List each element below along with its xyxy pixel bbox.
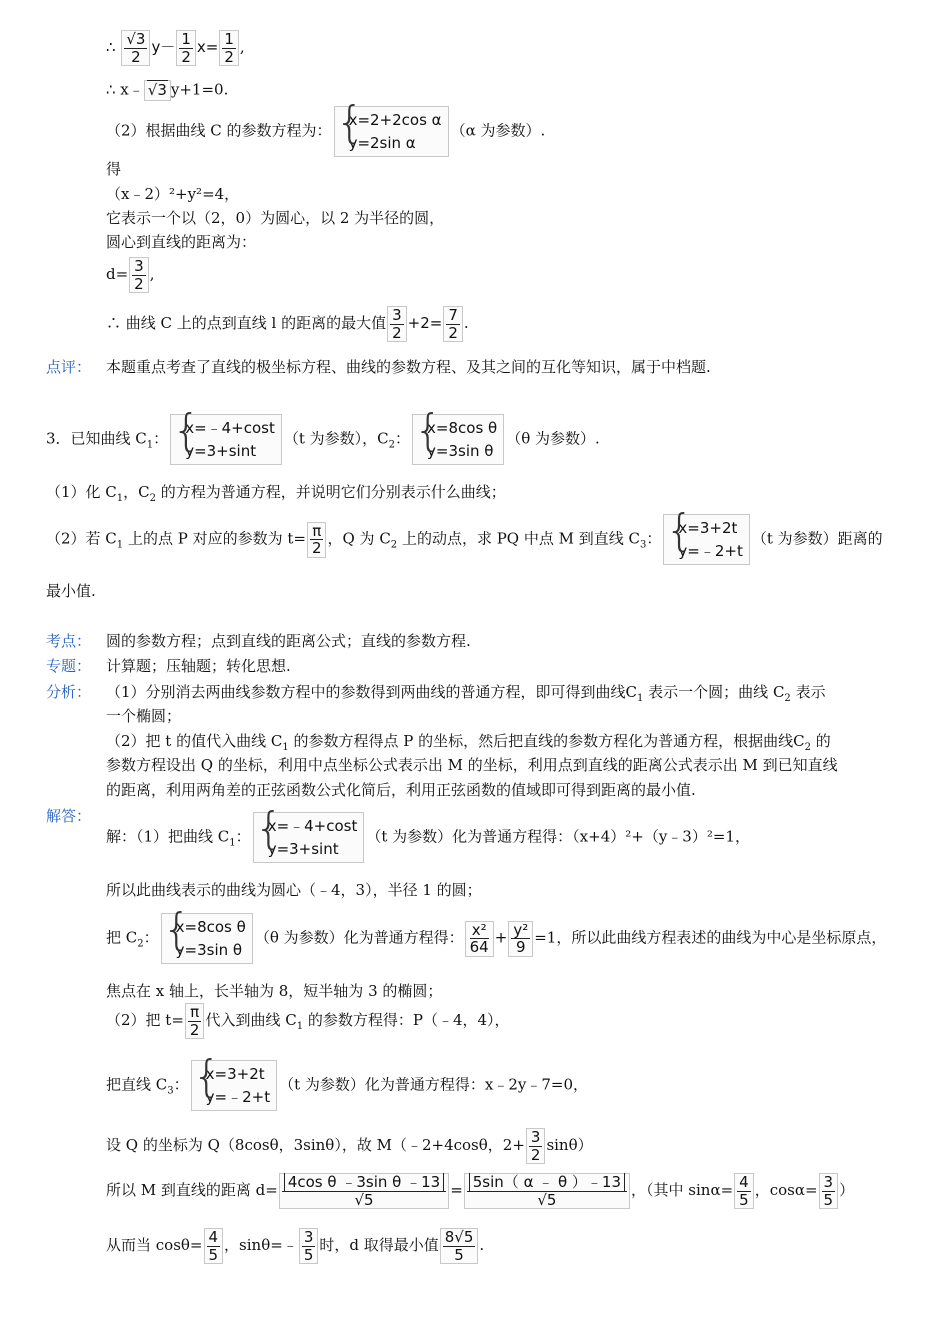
dianping-label: 点评： — [46, 358, 92, 376]
text: （1）分别消去两曲线参数方程中的参数得到两曲线的普通方程，即可得到曲线C — [106, 683, 638, 701]
subscript: 1 — [116, 539, 124, 551]
text: （t 为参数）化为普通方程得：（x+4）²+（y﹣3）²=1， — [366, 827, 750, 846]
text: , — [149, 265, 155, 283]
fenxi-line-4: 参数方程设出 Q 的坐标，利用中点坐标公式表示出 M 的坐标，利用点到直线的距离公式表示出 M 到已知直线 — [106, 756, 838, 774]
kaodian-text: 圆的参数方程；点到直线的距离公式；直线的参数方程. — [106, 632, 471, 650]
fraction-7-over-2: $\frac{7}{2}$ — [443, 306, 463, 342]
text: （2）把 t 的值代入曲线 C — [106, 732, 283, 750]
subscript: 1 — [282, 742, 289, 753]
fraction-3-over-2-b: $\frac{3}{2}$ — [387, 306, 407, 342]
text: 设 Q 的坐标为 Q（8cosθ，3sinθ），故 M（﹣2+4cosθ，2+ — [106, 1136, 525, 1154]
text: 的方程为普通方程，并说明它们分别表示什么曲线； — [156, 483, 506, 501]
text: . — [463, 314, 469, 332]
fenxi-label: 分析： — [46, 683, 92, 701]
fenxi-line-3 — [106, 732, 831, 755]
fenxi-line-2: 一个椭圆； — [106, 707, 182, 725]
subscript: 2 — [388, 439, 396, 451]
fraction-y2-over-9: $\frac{\text{y²}}{9}$ — [508, 921, 533, 957]
fraction-3-over-5-b: $\frac{3}{5}$ — [299, 1228, 319, 1264]
subscript: 2 — [137, 938, 144, 950]
param-system-c2: { x=8cos θ y=3sin θ — [412, 414, 504, 465]
text: ，cosα= — [754, 1181, 818, 1199]
question-3-part-2 — [46, 514, 883, 565]
expr-x-eq: x= — [196, 38, 219, 56]
solution-line-8 — [106, 257, 155, 293]
solution-line-9 — [106, 306, 469, 342]
text: =1，所以此曲线方程表述的曲线为中心是坐标原点， — [534, 928, 887, 947]
text: ： — [235, 827, 251, 846]
text: ： — [395, 429, 411, 448]
fenxi-line-5: 的距离，利用两角差的正弦函数公式化简后，利用正弦函数的值域即可得到距离的最小值. — [106, 781, 696, 799]
dianping-text: 本题重点考查了直线的极坐标方程、曲线的参数方程、及其之间的互化等知识，属于中档题. — [106, 358, 711, 376]
text: 把 C — [106, 928, 138, 947]
fraction-pi-over-2: $\frac{\pi}{2}$ — [307, 522, 327, 558]
text: d= — [106, 265, 129, 283]
text: （2）若 C — [46, 529, 117, 548]
subscript: 1 — [116, 493, 124, 504]
param-system-c2-answer: { x=8cos θ y=3sin θ — [161, 913, 253, 964]
subscript: 1 — [229, 837, 236, 849]
solution-line-5: （x﹣2）²+y²=4， — [106, 185, 240, 203]
text: 从而当 cosθ= — [106, 1236, 203, 1254]
text: 表示一个圆；曲线 C — [643, 683, 785, 701]
expr-text: y+1=0. — [170, 80, 229, 99]
zhuanti-label: 专题： — [46, 657, 92, 675]
text: （θ 为参数）. — [506, 429, 600, 448]
text: （t 为参数）化为普通方程得：x﹣2y﹣7=0， — [279, 1075, 589, 1094]
text: sinθ） — [546, 1136, 593, 1154]
therefore-symbol: ∴ — [106, 38, 116, 56]
fraction-8sqrt5-over-5: $\frac{8√5}{5}$ — [440, 1228, 479, 1264]
subscript: 2 — [149, 493, 157, 504]
jieda-line-3 — [106, 913, 886, 964]
text: 3．已知曲线 C — [46, 429, 147, 448]
text: 时，d 取得最小值 — [319, 1236, 439, 1254]
param-system-c3-answer: { x=3+2t y=﹣2+t — [191, 1060, 277, 1111]
jieda-line-7 — [106, 1128, 593, 1164]
solution-line-1 — [106, 30, 245, 66]
text: （t 为参数），C — [283, 429, 389, 448]
question-3-stem — [46, 414, 600, 465]
solution-line-6: 它表示一个以（2，0）为圆心，以 2 为半径的圆， — [106, 209, 445, 227]
jieda-line-9 — [106, 1228, 484, 1264]
text: 的 — [811, 732, 831, 750]
text: 上的动点，求 PQ 中点 M 到直线 C — [397, 529, 641, 548]
text: 表示 — [790, 683, 826, 701]
equals: = — [450, 1181, 463, 1199]
jieda-line-1 — [106, 812, 750, 863]
subscript: 3 — [167, 1085, 174, 1097]
param-system-c1: { x=﹣4+cost y=3+sint — [170, 414, 282, 465]
fraction-sqrt3-over-2: $\frac{√3}{2}$ — [121, 30, 150, 66]
fenxi-line-1 — [106, 683, 826, 706]
fraction-3-over-5: $\frac{3}{5}$ — [819, 1173, 839, 1209]
solution-line-4: 得 — [106, 160, 122, 178]
param-system-c: { x=2+2cos α y=2sin α — [334, 106, 449, 157]
fraction-distance-1: $\frac{\text{4cos θ ﹣3sin θ ﹣13}}{√5}$ — [279, 1173, 449, 1209]
jieda-line-5 — [106, 1003, 510, 1039]
sqrt3-box: √3 — [144, 80, 171, 101]
param-system-c3: { x=3+2t y=﹣2+t — [663, 514, 749, 565]
text: ： — [143, 928, 159, 947]
param-system-c1-answer: { x=﹣4+cost y=3+sint — [253, 812, 365, 863]
text: . — [479, 1236, 485, 1254]
subscript: 2 — [784, 693, 791, 704]
text: 上的点 P 对应的参数为 t= — [123, 529, 306, 548]
text: 的参数方程得：P（﹣4，4）， — [303, 1011, 510, 1029]
question-3-part-1 — [46, 483, 506, 506]
subscript: 2 — [804, 742, 811, 753]
fraction-4-over-5: $\frac{4}{5}$ — [734, 1173, 754, 1209]
fraction-1-over-2-a: $\frac{1}{2}$ — [176, 30, 196, 66]
fraction-1-over-2-b: $\frac{1}{2}$ — [219, 30, 239, 66]
solution-line-7: 圆心到直线的距离为： — [106, 233, 257, 251]
text: 把直线 C — [106, 1075, 168, 1094]
jieda-label: 解答： — [46, 807, 92, 825]
expr-text: ∴ x﹣ — [106, 80, 144, 99]
text: ，（其中 sinα= — [631, 1181, 734, 1199]
fraction-3-over-2-answer: $\frac{3}{2}$ — [526, 1128, 546, 1164]
question-3-part-2-end: 最小值. — [46, 582, 96, 600]
subscript: 1 — [296, 1021, 304, 1032]
text: 所以 M 到直线的距离 d= — [106, 1181, 278, 1199]
text: +2= — [407, 314, 443, 332]
text: ） — [839, 1181, 855, 1199]
solution-line-2 — [106, 80, 228, 101]
text: ： — [646, 529, 662, 548]
text: 解：（1）把曲线 C — [106, 827, 230, 846]
text: ： — [173, 1075, 189, 1094]
fraction-4-over-5-b: $\frac{4}{5}$ — [204, 1228, 224, 1264]
text: ，Q 为 C — [327, 529, 391, 548]
text: ，C — [123, 483, 150, 501]
subscript: 1 — [146, 439, 154, 451]
text: （α 为参数）. — [450, 121, 546, 140]
fraction-x2-over-64: $\frac{\text{x²}}{64}$ — [465, 921, 494, 957]
fraction-distance-2: $\frac{5\sin( \alpha ﹣ \theta )﹣13}{√5}$ — [464, 1173, 630, 1209]
kaodian-label: 考点： — [46, 632, 92, 650]
solution-line-3 — [106, 106, 545, 157]
fraction-3-over-2: $\frac{3}{2}$ — [129, 257, 149, 293]
jieda-line-8 — [106, 1173, 854, 1209]
jieda-line-4: 焦点在 x 轴上，长半轴为 8，短半轴为 3 的椭圆； — [106, 982, 443, 1000]
jieda-line-2: 所以此曲线表示的曲线为圆心（﹣4，3），半径 1 的圆； — [106, 881, 482, 899]
plus: + — [494, 928, 508, 947]
text: （t 为参数）距离的 — [751, 529, 883, 548]
text: （2）把 t= — [106, 1011, 184, 1029]
subscript: 1 — [637, 693, 644, 704]
text: ∴ 曲线 C 上的点到直线 l 的距离的最大值 — [106, 314, 387, 332]
jieda-line-6 — [106, 1060, 588, 1111]
text: 的参数方程得点 P 的坐标，然后把直线的参数方程化为普通方程，根据曲线C — [288, 732, 805, 750]
text: （θ 为参数）化为普通方程得： — [254, 928, 464, 947]
comma: , — [239, 38, 245, 56]
text: ，sinθ=﹣ — [224, 1236, 298, 1254]
expr-y-minus: y－ — [151, 38, 176, 56]
zhuanti-text: 计算题；压轴题；转化思想. — [106, 657, 291, 675]
text: ： — [153, 429, 169, 448]
subscript: 2 — [390, 539, 398, 551]
text: （2）根据曲线 C 的参数方程为： — [106, 121, 332, 140]
subscript: 3 — [640, 539, 647, 551]
text: 代入到曲线 C — [205, 1011, 297, 1029]
text: （1）化 C — [46, 483, 117, 501]
fraction-pi-over-2-answer: $\frac{\pi}{2}$ — [185, 1003, 205, 1039]
